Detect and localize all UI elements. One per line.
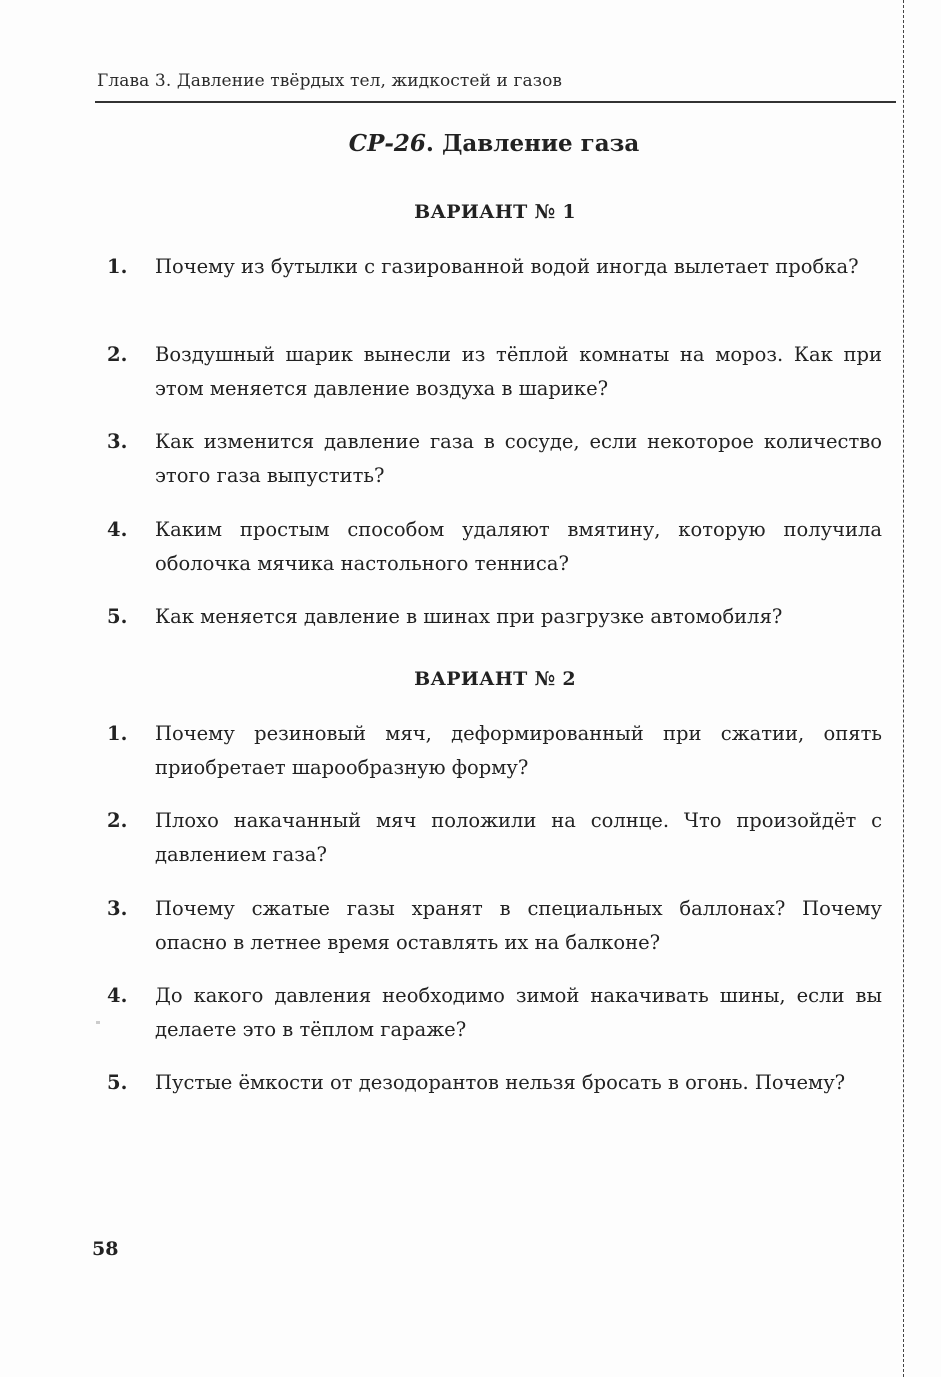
scan-speck	[96, 1021, 100, 1024]
question-number: 3.	[107, 430, 128, 453]
page-title	[0, 130, 941, 157]
question-text: Пустые ёмкости от дезодорантов нельзя бросать в огонь. Почему?	[155, 1071, 846, 1094]
question-item	[107, 250, 882, 284]
title-code: СР-26	[348, 130, 426, 157]
question-item	[107, 1066, 882, 1100]
question-item	[107, 338, 882, 406]
question-item	[107, 425, 882, 493]
question-text: Почему сжатые газы хранят в специальных баллонах? Почему опасно в летнее время оставлять их на балконе?	[155, 897, 882, 954]
question-item	[107, 892, 882, 960]
question-number: 2.	[107, 343, 128, 366]
question-text: Воздушный шарик вынесли из тёплой комнаты на мороз. Как при этом меняется давление воздуха в шарике?	[155, 343, 882, 400]
question-text: Каким простым способом удаляют вмятину, которую получила оболочка мячика настольного тенниса?	[155, 518, 882, 575]
question-item	[107, 979, 882, 1047]
question-number: 2.	[107, 809, 128, 832]
page-number: 58	[92, 1238, 119, 1260]
question-number: 1.	[107, 722, 128, 745]
question-number: 4.	[107, 984, 128, 1007]
question-text: Почему резиновый мяч, деформированный при сжатии, опять приобретает шарообразную форму?	[155, 722, 882, 779]
variant-2-heading: ВАРИАНТ № 2	[414, 668, 576, 690]
question-number: 1.	[107, 255, 128, 278]
question-text: До какого давления необходимо зимой накачивать шины, если вы делаете это в тёплом гараже?	[155, 984, 882, 1041]
question-number: 5.	[107, 1071, 128, 1094]
running-head: Глава 3. Давление твёрдых тел, жидкостей и газов	[97, 71, 563, 91]
title-name: Давление газа	[441, 130, 640, 157]
question-number: 4.	[107, 518, 128, 541]
question-number: 3.	[107, 897, 128, 920]
question-text: Плохо накачанный мяч положили на солнце. Что произойдёт с давлением газа?	[155, 809, 882, 866]
question-item	[107, 717, 882, 785]
header-rule	[95, 101, 896, 103]
question-item	[107, 804, 882, 872]
question-text: Как меняется давление в шинах при разгрузке автомобиля?	[155, 605, 783, 628]
question-text: Как изменится давление газа в сосуде, если некоторое количество этого газа выпустить?	[155, 430, 882, 487]
question-item	[107, 513, 882, 581]
question-text: Почему из бутылки с газированной водой иногда вылетает пробка?	[155, 255, 859, 278]
variant-1-heading: ВАРИАНТ № 1	[414, 201, 576, 223]
title-separator: .	[425, 130, 442, 157]
question-item	[107, 600, 882, 634]
question-number: 5.	[107, 605, 128, 628]
